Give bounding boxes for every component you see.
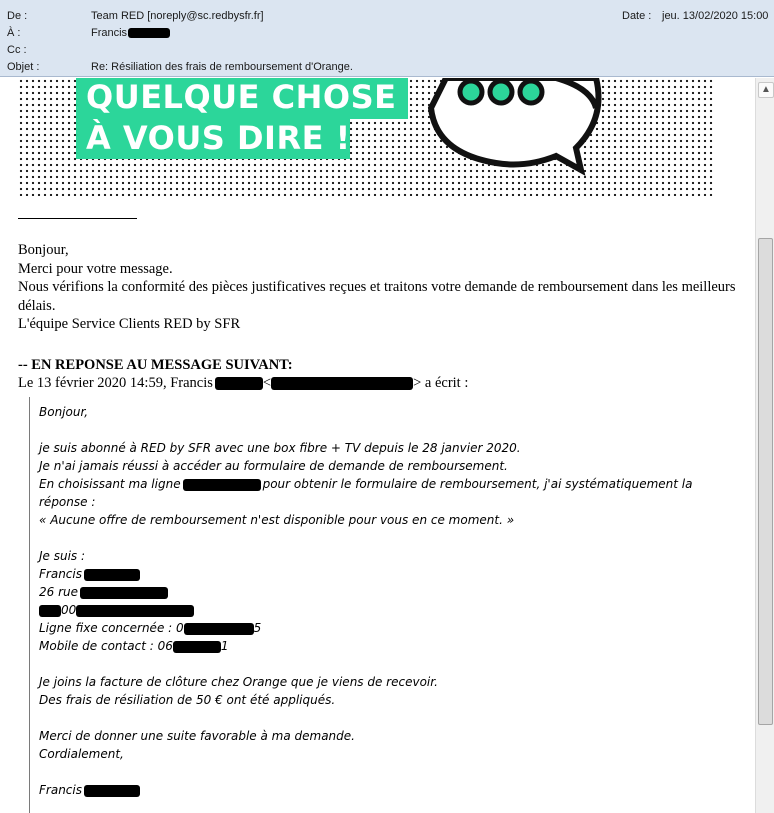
speech-bubble-icon (406, 78, 606, 178)
redaction (76, 605, 194, 617)
redaction (173, 641, 221, 653)
subject-row (0, 59, 774, 76)
redaction (215, 377, 263, 390)
redaction (39, 605, 61, 617)
scrollbar-thumb[interactable] (758, 238, 773, 725)
date-label: Date : (622, 10, 652, 22)
quote-line: Je suis : (39, 549, 86, 563)
redaction (271, 377, 413, 390)
cc-label: Cc : (7, 44, 27, 56)
from-value[interactable]: Team RED [noreply@sc.redbysfr.fr] (91, 10, 264, 22)
vertical-scrollbar[interactable] (755, 78, 774, 813)
subject-value: Re: Résiliation des frais de remboursement d'Orange. (91, 61, 353, 73)
redaction (84, 569, 140, 581)
from-row (0, 8, 774, 25)
redaction (184, 623, 254, 635)
banner-line-1: QUELQUE CHOSE (86, 78, 397, 116)
banner-image (18, 78, 715, 196)
to-value[interactable]: Francis (91, 25, 170, 42)
quote-line: Mobile de contact : 06 1 (39, 639, 229, 653)
banner-line-2: À VOUS DIRE ! (86, 119, 351, 157)
quote-blank (39, 529, 729, 547)
quoted-intro: -- EN REPONSE AU MESSAGE SUIVANT: (18, 357, 293, 373)
quoted-message (39, 403, 729, 799)
separator-line (18, 218, 137, 219)
quote-line: 00 (39, 601, 729, 619)
quote-line: 26 rue (39, 583, 729, 601)
quote-line: Ligne fixe concernée : 0 5 (39, 621, 262, 635)
redaction (84, 785, 140, 797)
quote-line: Merci de donner une suite favorable à ma demande. (39, 729, 355, 743)
redaction (183, 479, 261, 491)
quoted-header (18, 356, 753, 392)
quote-line: Francis (39, 565, 729, 583)
from-label: De : (7, 10, 28, 22)
reply-text (18, 241, 753, 334)
quote-blank (39, 655, 729, 673)
quote-line: Je n'ai jamais réussi à accéder au formulaire de demande de remboursement. (39, 459, 508, 473)
cc-row (0, 42, 774, 59)
quote-line: « Aucune offre de remboursement n'est disponible pour vous en ce moment. » (39, 513, 515, 527)
quote-blank (39, 421, 729, 439)
redaction (80, 587, 168, 599)
quote-blank (39, 709, 729, 727)
quote-line: je suis abonné à RED by SFR avec une box fibre + TV depuis le 28 janvier 2020. (39, 441, 521, 455)
redaction (128, 28, 170, 38)
quote-bar (29, 397, 30, 813)
reply-greeting: Bonjour, (18, 242, 69, 258)
quote-line: Des frais de résiliation de 50 € ont été appliqués. (39, 693, 336, 707)
message-header (0, 0, 774, 77)
subject-label: Objet : (7, 61, 40, 73)
to-label: À : (7, 27, 21, 39)
quote-line: Cordialement, (39, 747, 124, 761)
message-body (0, 78, 755, 813)
quote-signature: Francis (39, 781, 729, 799)
to-row (0, 25, 774, 42)
quote-greeting: Bonjour, (39, 405, 89, 419)
scroll-up-icon[interactable]: ▲ (758, 82, 774, 98)
date-value: jeu. 13/02/2020 15:00 (662, 10, 769, 22)
reply-line: Merci pour votre message. (18, 260, 173, 277)
quoted-attribution: Le 13 février 2020 14:59, Francis < > a écrit : (18, 375, 469, 391)
quote-blank (39, 763, 729, 781)
reply-signature: L'équipe Service Clients RED by SFR (18, 316, 241, 332)
quote-line: En choisissant ma ligne pour obtenir le formulaire de remboursement, j'ai systématiquement la réponse : (39, 477, 693, 509)
reply-line: Nous vérifions la conformité des pièces justificatives reçues et traitons votre demande de remboursement dans les meilleurs délais. (18, 279, 736, 314)
quote-line: Je joins la facture de clôture chez Orange que je viens de recevoir. (39, 675, 438, 689)
